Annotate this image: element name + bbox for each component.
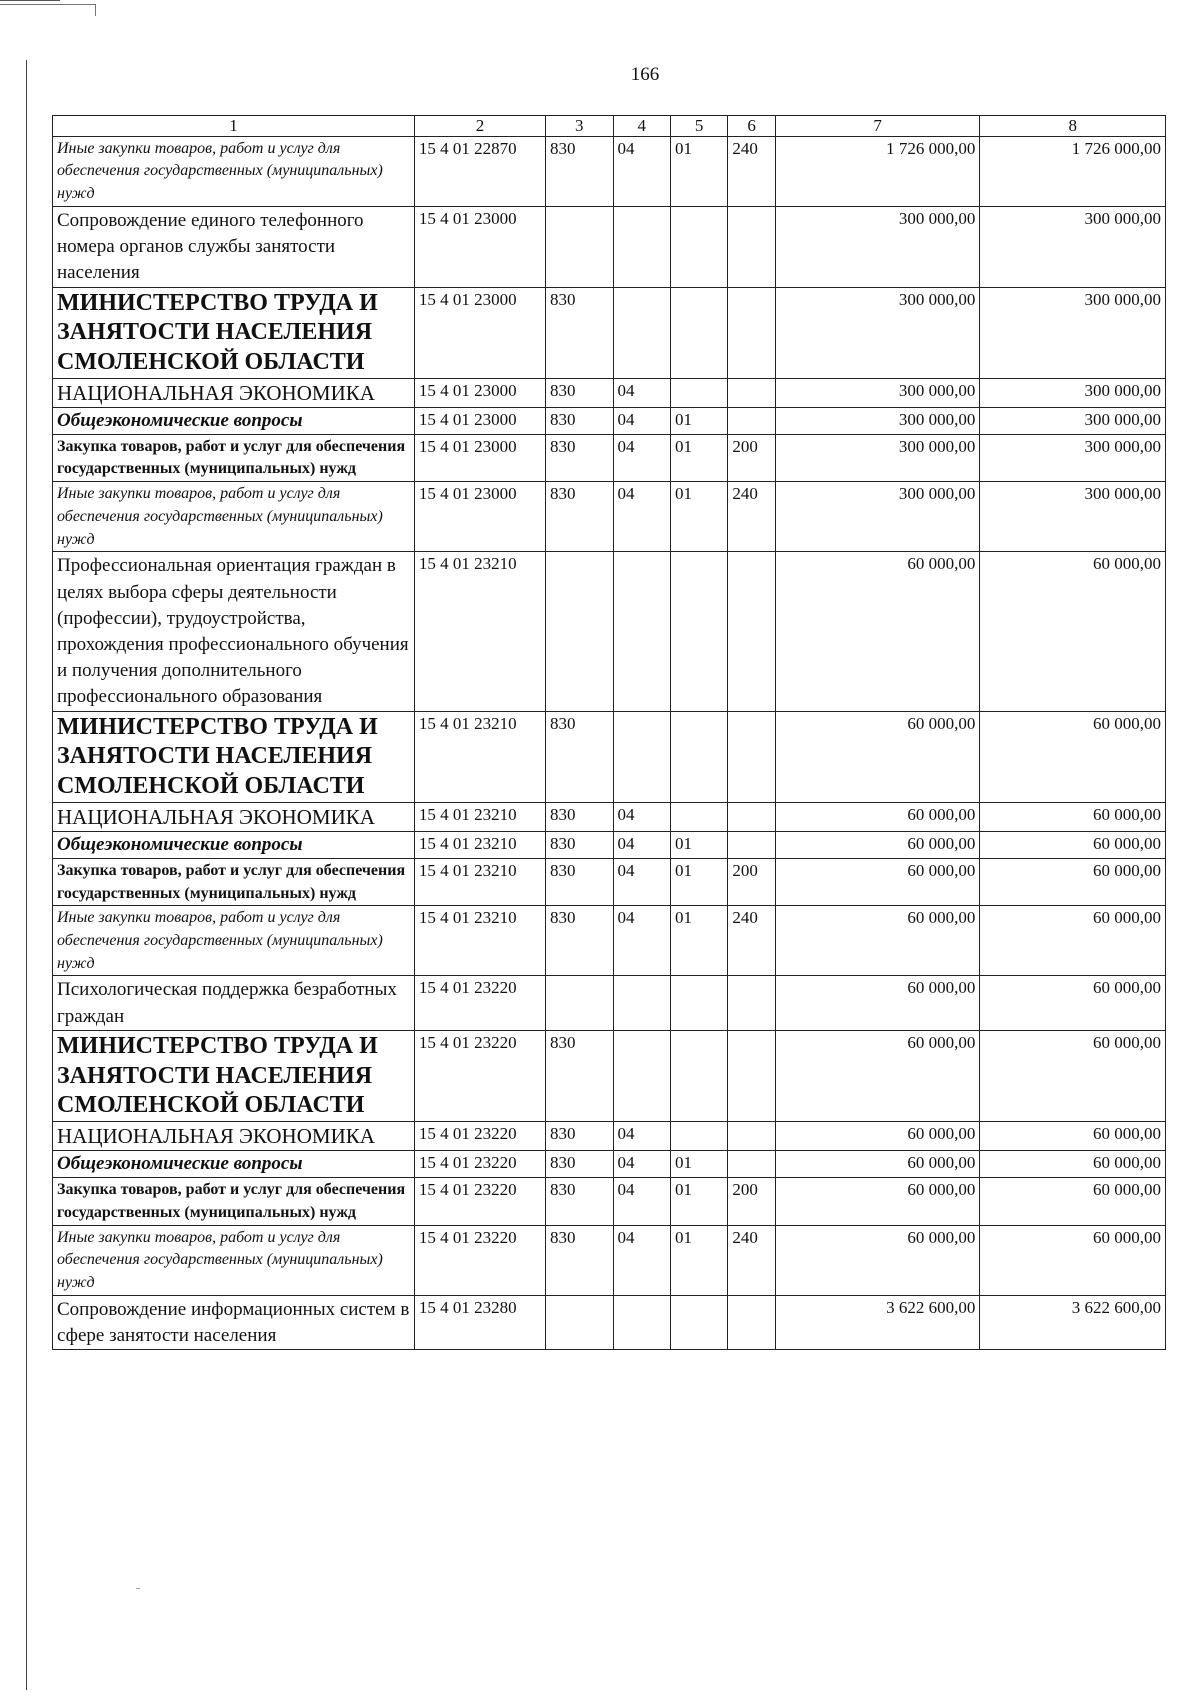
row-col5-cell: 01: [670, 1151, 727, 1178]
table-row: [53, 1178, 1166, 1225]
row-amount-7-cell: 300 000,00: [775, 287, 980, 378]
row-col4-cell: 04: [613, 136, 670, 206]
row-name-cell: Иные закупки товаров, работ и услуг для обеспечения государственных (муниципальных) нужд: [53, 482, 415, 552]
row-col5-cell: [670, 206, 727, 287]
row-col5-cell: 01: [670, 858, 727, 905]
row-name-cell: Общеэкономические вопросы: [53, 832, 415, 859]
row-name-cell: МИНИСТЕРСТВО ТРУДА И ЗАНЯТОСТИ НАСЕЛЕНИЯ СМОЛЕНСКОЙ ОБЛАСТИ: [53, 287, 415, 378]
row-col6-cell: [728, 206, 775, 287]
row-col6-cell: 200: [728, 858, 775, 905]
row-col6-cell: 240: [728, 906, 775, 976]
row-code-cell: 15 4 01 23000: [414, 482, 545, 552]
row-col4-cell: 04: [613, 1178, 670, 1225]
row-col5-cell: [670, 1122, 727, 1151]
row-col4-cell: [613, 976, 670, 1030]
row-amount-7-cell: 60 000,00: [775, 906, 980, 976]
row-col6-cell: [728, 287, 775, 378]
row-col3-cell: [545, 976, 613, 1030]
row-amount-8-cell: 300 000,00: [980, 482, 1166, 552]
row-col6-cell: [728, 802, 775, 831]
row-amount-8-cell: 60 000,00: [980, 1122, 1166, 1151]
row-amount-7-cell: 60 000,00: [775, 1178, 980, 1225]
row-col5-cell: [670, 802, 727, 831]
row-col6-cell: [728, 1030, 775, 1121]
row-code-cell: 15 4 01 23210: [414, 711, 545, 802]
row-col5-cell: [670, 287, 727, 378]
row-name-cell: Общеэкономические вопросы: [53, 408, 415, 435]
row-amount-8-cell: 60 000,00: [980, 1178, 1166, 1225]
row-col5-cell: [670, 1030, 727, 1121]
row-col5-cell: [670, 1295, 727, 1349]
row-name-cell: Общеэкономические вопросы: [53, 1151, 415, 1178]
scan-edge-top-inner: [0, 4, 95, 5]
row-code-cell: 15 4 01 23210: [414, 802, 545, 831]
row-name-cell: Психологическая поддержка безработных граждан: [53, 976, 415, 1030]
row-col4-cell: 04: [613, 434, 670, 481]
row-col3-cell: 830: [545, 906, 613, 976]
row-amount-8-cell: 60 000,00: [980, 1151, 1166, 1178]
row-amount-8-cell: 60 000,00: [980, 832, 1166, 859]
table-row: [53, 287, 1166, 378]
row-amount-7-cell: 60 000,00: [775, 858, 980, 905]
column-header: 1: [53, 116, 415, 137]
row-col6-cell: [728, 408, 775, 435]
row-col4-cell: 04: [613, 858, 670, 905]
table-row: [53, 434, 1166, 481]
table-row: [53, 832, 1166, 859]
row-col6-cell: [728, 378, 775, 407]
row-col6-cell: [728, 1295, 775, 1349]
row-code-cell: 15 4 01 23220: [414, 1178, 545, 1225]
row-amount-7-cell: 3 622 600,00: [775, 1295, 980, 1349]
row-col5-cell: [670, 711, 727, 802]
column-header: 3: [545, 116, 613, 137]
budget-table: [52, 115, 1166, 1350]
row-code-cell: 15 4 01 23000: [414, 378, 545, 407]
row-col4-cell: [613, 287, 670, 378]
row-col3-cell: [545, 552, 613, 711]
page-number: 166: [630, 64, 660, 85]
row-col3-cell: 830: [545, 378, 613, 407]
column-header: 2: [414, 116, 545, 137]
row-col6-cell: 200: [728, 434, 775, 481]
row-code-cell: 15 4 01 23000: [414, 434, 545, 481]
row-code-cell: 15 4 01 23220: [414, 1151, 545, 1178]
row-amount-8-cell: 60 000,00: [980, 1030, 1166, 1121]
row-col3-cell: 830: [545, 1030, 613, 1121]
row-col6-cell: 240: [728, 136, 775, 206]
row-col6-cell: [728, 976, 775, 1030]
table-row: [53, 976, 1166, 1030]
row-amount-8-cell: 60 000,00: [980, 1225, 1166, 1295]
row-col3-cell: 830: [545, 711, 613, 802]
table-row: [53, 1295, 1166, 1349]
row-col4-cell: 04: [613, 802, 670, 831]
row-code-cell: 15 4 01 23000: [414, 287, 545, 378]
row-col3-cell: [545, 206, 613, 287]
column-header: 6: [728, 116, 775, 137]
table-row: [53, 1122, 1166, 1151]
row-col6-cell: 200: [728, 1178, 775, 1225]
row-amount-7-cell: 60 000,00: [775, 976, 980, 1030]
row-code-cell: 15 4 01 23220: [414, 1122, 545, 1151]
row-col4-cell: [613, 1030, 670, 1121]
row-amount-8-cell: 300 000,00: [980, 206, 1166, 287]
table-row: [53, 711, 1166, 802]
row-col6-cell: 240: [728, 1225, 775, 1295]
row-col3-cell: 830: [545, 482, 613, 552]
row-amount-7-cell: 300 000,00: [775, 482, 980, 552]
row-col5-cell: 01: [670, 434, 727, 481]
column-header: 8: [980, 116, 1166, 137]
row-col5-cell: 01: [670, 832, 727, 859]
table-row: [53, 802, 1166, 831]
table-row: [53, 136, 1166, 206]
row-name-cell: НАЦИОНАЛЬНАЯ ЭКОНОМИКА: [53, 378, 415, 407]
row-col3-cell: 830: [545, 136, 613, 206]
row-col3-cell: [545, 1295, 613, 1349]
scan-edge-left: [26, 60, 27, 1690]
row-col3-cell: 830: [545, 287, 613, 378]
row-amount-7-cell: 60 000,00: [775, 832, 980, 859]
table-row: [53, 408, 1166, 435]
row-name-cell: Сопровождение информационных систем в сфере занятости населения: [53, 1295, 415, 1349]
row-amount-8-cell: 300 000,00: [980, 408, 1166, 435]
row-amount-8-cell: 60 000,00: [980, 552, 1166, 711]
row-name-cell: НАЦИОНАЛЬНАЯ ЭКОНОМИКА: [53, 1122, 415, 1151]
column-header: 5: [670, 116, 727, 137]
row-code-cell: 15 4 01 22870: [414, 136, 545, 206]
table-header-row: [53, 116, 1166, 137]
row-amount-7-cell: 60 000,00: [775, 711, 980, 802]
table-row: [53, 858, 1166, 905]
row-amount-8-cell: 3 622 600,00: [980, 1295, 1166, 1349]
table-row: [53, 206, 1166, 287]
row-amount-7-cell: 60 000,00: [775, 1122, 980, 1151]
row-col6-cell: [728, 1122, 775, 1151]
row-col3-cell: 830: [545, 1225, 613, 1295]
row-amount-7-cell: 1 726 000,00: [775, 136, 980, 206]
column-header: 4: [613, 116, 670, 137]
row-name-cell: Закупка товаров, работ и услуг для обеспечения государственных (муниципальных) нужд: [53, 858, 415, 905]
row-col3-cell: 830: [545, 802, 613, 831]
row-col5-cell: [670, 976, 727, 1030]
row-col3-cell: 830: [545, 434, 613, 481]
row-code-cell: 15 4 01 23210: [414, 832, 545, 859]
row-col4-cell: 04: [613, 832, 670, 859]
row-amount-8-cell: 1 726 000,00: [980, 136, 1166, 206]
table-row: [53, 1151, 1166, 1178]
row-col4-cell: 04: [613, 408, 670, 435]
row-amount-7-cell: 300 000,00: [775, 206, 980, 287]
row-name-cell: Закупка товаров, работ и услуг для обеспечения государственных (муниципальных) нужд: [53, 434, 415, 481]
row-amount-8-cell: 60 000,00: [980, 802, 1166, 831]
row-code-cell: 15 4 01 23210: [414, 906, 545, 976]
row-code-cell: 15 4 01 23210: [414, 552, 545, 711]
row-amount-8-cell: 300 000,00: [980, 378, 1166, 407]
row-name-cell: НАЦИОНАЛЬНАЯ ЭКОНОМИКА: [53, 802, 415, 831]
table-row: [53, 482, 1166, 552]
table-row: [53, 1225, 1166, 1295]
table-row: [53, 378, 1166, 407]
row-name-cell: Профессиональная ориентация граждан в целях выбора сферы деятельности (профессии), трудоустройства, прохождения профессионального обучения и получения дополнительного профессионального образования: [53, 552, 415, 711]
row-col3-cell: 830: [545, 1151, 613, 1178]
row-col3-cell: 830: [545, 408, 613, 435]
row-code-cell: 15 4 01 23220: [414, 1030, 545, 1121]
row-code-cell: 15 4 01 23280: [414, 1295, 545, 1349]
row-col5-cell: 01: [670, 1225, 727, 1295]
row-col3-cell: 830: [545, 858, 613, 905]
row-name-cell: Иные закупки товаров, работ и услуг для обеспечения государственных (муниципальных) нужд: [53, 136, 415, 206]
row-code-cell: 15 4 01 23220: [414, 1225, 545, 1295]
row-amount-7-cell: 60 000,00: [775, 552, 980, 711]
row-name-cell: Сопровождение единого телефонного номера органов службы занятости населения: [53, 206, 415, 287]
row-col5-cell: 01: [670, 906, 727, 976]
row-col4-cell: 04: [613, 1151, 670, 1178]
scan-edge-corner: [95, 4, 96, 16]
row-amount-7-cell: 60 000,00: [775, 802, 980, 831]
row-col4-cell: [613, 1295, 670, 1349]
row-name-cell: Закупка товаров, работ и услуг для обеспечения государственных (муниципальных) нужд: [53, 1178, 415, 1225]
row-col4-cell: 04: [613, 482, 670, 552]
row-name-cell: МИНИСТЕРСТВО ТРУДА И ЗАНЯТОСТИ НАСЕЛЕНИЯ СМОЛЕНСКОЙ ОБЛАСТИ: [53, 711, 415, 802]
row-code-cell: 15 4 01 23000: [414, 408, 545, 435]
row-col5-cell: [670, 552, 727, 711]
row-amount-7-cell: 60 000,00: [775, 1030, 980, 1121]
row-amount-7-cell: 300 000,00: [775, 378, 980, 407]
row-amount-8-cell: 60 000,00: [980, 976, 1166, 1030]
row-code-cell: 15 4 01 23210: [414, 858, 545, 905]
row-name-cell: Иные закупки товаров, работ и услуг для обеспечения государственных (муниципальных) нужд: [53, 1225, 415, 1295]
row-col6-cell: [728, 552, 775, 711]
row-col6-cell: [728, 1151, 775, 1178]
row-amount-8-cell: 60 000,00: [980, 858, 1166, 905]
row-amount-8-cell: 300 000,00: [980, 434, 1166, 481]
table-row: [53, 906, 1166, 976]
row-col5-cell: 01: [670, 136, 727, 206]
row-col5-cell: 01: [670, 408, 727, 435]
column-header: 7: [775, 116, 980, 137]
row-name-cell: Иные закупки товаров, работ и услуг для обеспечения государственных (муниципальных) нужд: [53, 906, 415, 976]
row-amount-8-cell: 60 000,00: [980, 711, 1166, 802]
row-code-cell: 15 4 01 23000: [414, 206, 545, 287]
row-col5-cell: 01: [670, 482, 727, 552]
row-amount-8-cell: 300 000,00: [980, 287, 1166, 378]
table-row: [53, 552, 1166, 711]
row-amount-8-cell: 60 000,00: [980, 906, 1166, 976]
row-col6-cell: [728, 832, 775, 859]
row-col5-cell: [670, 378, 727, 407]
row-col4-cell: 04: [613, 378, 670, 407]
row-col4-cell: 04: [613, 906, 670, 976]
row-col4-cell: 04: [613, 1225, 670, 1295]
row-col3-cell: 830: [545, 1122, 613, 1151]
row-col4-cell: [613, 711, 670, 802]
row-col6-cell: [728, 711, 775, 802]
row-col4-cell: [613, 206, 670, 287]
row-amount-7-cell: 60 000,00: [775, 1225, 980, 1295]
row-amount-7-cell: 300 000,00: [775, 408, 980, 435]
scan-speck: [136, 1588, 140, 1589]
scan-edge-top: [0, 0, 60, 1]
row-col6-cell: 240: [728, 482, 775, 552]
row-code-cell: 15 4 01 23220: [414, 976, 545, 1030]
row-amount-7-cell: 300 000,00: [775, 434, 980, 481]
row-col3-cell: 830: [545, 832, 613, 859]
table-row: [53, 1030, 1166, 1121]
row-col3-cell: 830: [545, 1178, 613, 1225]
row-col4-cell: [613, 552, 670, 711]
row-col5-cell: 01: [670, 1178, 727, 1225]
row-col4-cell: 04: [613, 1122, 670, 1151]
row-name-cell: МИНИСТЕРСТВО ТРУДА И ЗАНЯТОСТИ НАСЕЛЕНИЯ СМОЛЕНСКОЙ ОБЛАСТИ: [53, 1030, 415, 1121]
row-amount-7-cell: 60 000,00: [775, 1151, 980, 1178]
table-body: [53, 116, 1166, 1350]
